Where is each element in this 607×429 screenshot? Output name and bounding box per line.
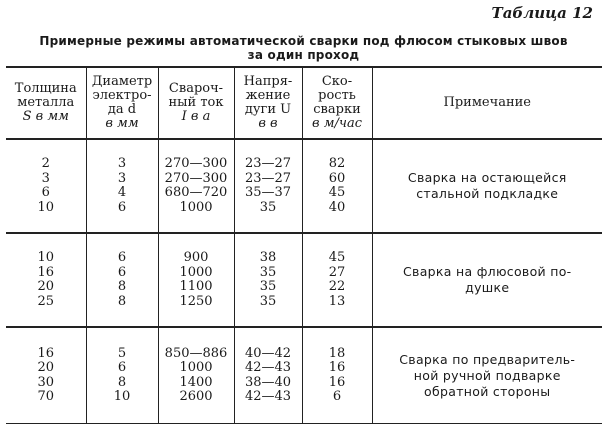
- note-line: обратной стороны: [424, 383, 551, 399]
- header-voltage: [234, 67, 302, 139]
- value: 45: [328, 185, 346, 201]
- cell-electrode: [86, 139, 158, 233]
- header-electrode: [86, 67, 158, 139]
- value: 6: [117, 360, 127, 376]
- header-note-label: Примечание: [443, 95, 531, 111]
- value: 2: [41, 156, 50, 172]
- value: 20: [37, 360, 55, 376]
- note-line: стальной подкладке: [416, 186, 559, 202]
- caption-line-2: за один проход: [247, 48, 360, 62]
- header-thickness-line: Толщина: [14, 81, 77, 97]
- value: 6: [117, 199, 127, 215]
- value: 16: [37, 264, 55, 280]
- value: 6: [117, 264, 127, 280]
- header-row: [6, 67, 602, 139]
- value: 1250: [179, 293, 213, 309]
- value: 1000: [179, 360, 213, 376]
- value: 18: [328, 345, 346, 361]
- value: 3: [41, 170, 50, 186]
- value: 13: [328, 293, 346, 309]
- table-caption: [0, 34, 607, 62]
- cell-current: [158, 233, 234, 327]
- value: 10: [113, 389, 131, 405]
- value: 40: [328, 199, 346, 215]
- value: 35—37: [244, 185, 292, 201]
- header-note: [372, 67, 602, 139]
- header-speed-line: сварки: [313, 102, 361, 118]
- cell-current: [158, 327, 234, 423]
- header-voltage-line: Напря-: [243, 74, 293, 90]
- note-line: душке: [465, 280, 510, 296]
- header-speed-line: рость: [318, 88, 356, 104]
- value: 35: [259, 293, 277, 309]
- table-row-group-2: [6, 233, 602, 327]
- value: 70: [37, 389, 55, 405]
- value: 23—27: [244, 156, 292, 172]
- header-speed-line: Ско-: [321, 74, 353, 90]
- header-speed-line: в м/час: [312, 116, 362, 132]
- value: 25: [37, 293, 55, 309]
- header-voltage-line: жение: [245, 88, 291, 104]
- cell-voltage: [234, 327, 302, 423]
- header-current-line: Свароч-: [168, 81, 224, 97]
- cell-speed: [302, 139, 372, 233]
- value: 42—43: [244, 389, 292, 405]
- value: 3: [117, 156, 127, 172]
- value: 20: [37, 279, 55, 295]
- header-electrode-line: электро-: [92, 88, 152, 104]
- header-voltage-line: дуги U: [244, 102, 292, 118]
- value: 1400: [179, 374, 213, 390]
- value: 38: [259, 250, 277, 266]
- value: 4: [117, 185, 127, 201]
- value: 3: [117, 170, 127, 186]
- note-line: Сварка по предваритель-: [399, 351, 576, 367]
- header-thickness-line: S в мм: [22, 109, 69, 125]
- value: 16: [37, 345, 55, 361]
- value: 35: [259, 199, 277, 215]
- value: 6: [41, 185, 50, 201]
- cell-voltage: [234, 139, 302, 233]
- value: 30: [37, 374, 55, 390]
- table-number: Таблица 12: [491, 4, 593, 22]
- value: 40—42: [244, 345, 292, 361]
- value: 850—886: [164, 345, 228, 361]
- note-line: Сварка на флюсовой по-: [403, 264, 572, 280]
- table-row-group-1: [6, 139, 602, 233]
- cell-thickness: [6, 139, 86, 233]
- value: 23—27: [244, 170, 292, 186]
- value: 38—40: [244, 374, 292, 390]
- value: 42—43: [244, 360, 292, 376]
- value: 35: [259, 264, 277, 280]
- value: 1100: [179, 279, 213, 295]
- cell-note: [372, 327, 602, 423]
- value: 16: [328, 374, 346, 390]
- value: 1000: [179, 264, 213, 280]
- value: 1000: [179, 199, 213, 215]
- caption-line-1: Примерные режимы автоматической сварки под флюсом стыковых швов: [39, 34, 568, 48]
- value: 900: [183, 250, 209, 266]
- cell-note: [372, 233, 602, 327]
- header-current-line: ный ток: [168, 95, 224, 111]
- value: 6: [117, 250, 127, 266]
- value: 35: [259, 279, 277, 295]
- header-electrode-line: Диаметр: [91, 74, 153, 90]
- value: 45: [328, 250, 346, 266]
- value: 60: [328, 170, 346, 186]
- value: 22: [328, 279, 346, 295]
- value: 270—300: [164, 170, 228, 186]
- header-current: [158, 67, 234, 139]
- value: 5: [117, 345, 127, 361]
- cell-speed: [302, 233, 372, 327]
- cell-note: [372, 139, 602, 233]
- cell-speed: [302, 327, 372, 423]
- value: 16: [328, 360, 346, 376]
- header-electrode-line: да d: [107, 102, 137, 118]
- cell-thickness: [6, 327, 86, 423]
- value: 680—720: [164, 185, 228, 201]
- header-voltage-line: в в: [258, 116, 278, 132]
- value: 8: [117, 374, 127, 390]
- value: 8: [117, 293, 127, 309]
- value: 82: [328, 156, 346, 172]
- cell-thickness: [6, 233, 86, 327]
- note-line: ной ручной подварке: [413, 367, 561, 383]
- note-line: Сварка на остающейся: [407, 170, 567, 186]
- header-current-line: I в а: [181, 109, 211, 125]
- value: 27: [328, 264, 346, 280]
- value: 8: [117, 279, 127, 295]
- value: 10: [37, 250, 55, 266]
- header-thickness-line: металла: [17, 95, 75, 111]
- value: 10: [37, 199, 55, 215]
- value: 2600: [179, 389, 213, 405]
- cell-electrode: [86, 327, 158, 423]
- header-electrode-line: в мм: [105, 116, 139, 132]
- cell-voltage: [234, 233, 302, 327]
- cell-current: [158, 139, 234, 233]
- value: 6: [332, 389, 342, 405]
- table-row-group-3: [6, 327, 602, 423]
- cell-electrode: [86, 233, 158, 327]
- header-thickness: [6, 67, 86, 139]
- welding-regimes-table: [6, 66, 602, 424]
- value: 270—300: [164, 156, 228, 172]
- header-speed: [302, 67, 372, 139]
